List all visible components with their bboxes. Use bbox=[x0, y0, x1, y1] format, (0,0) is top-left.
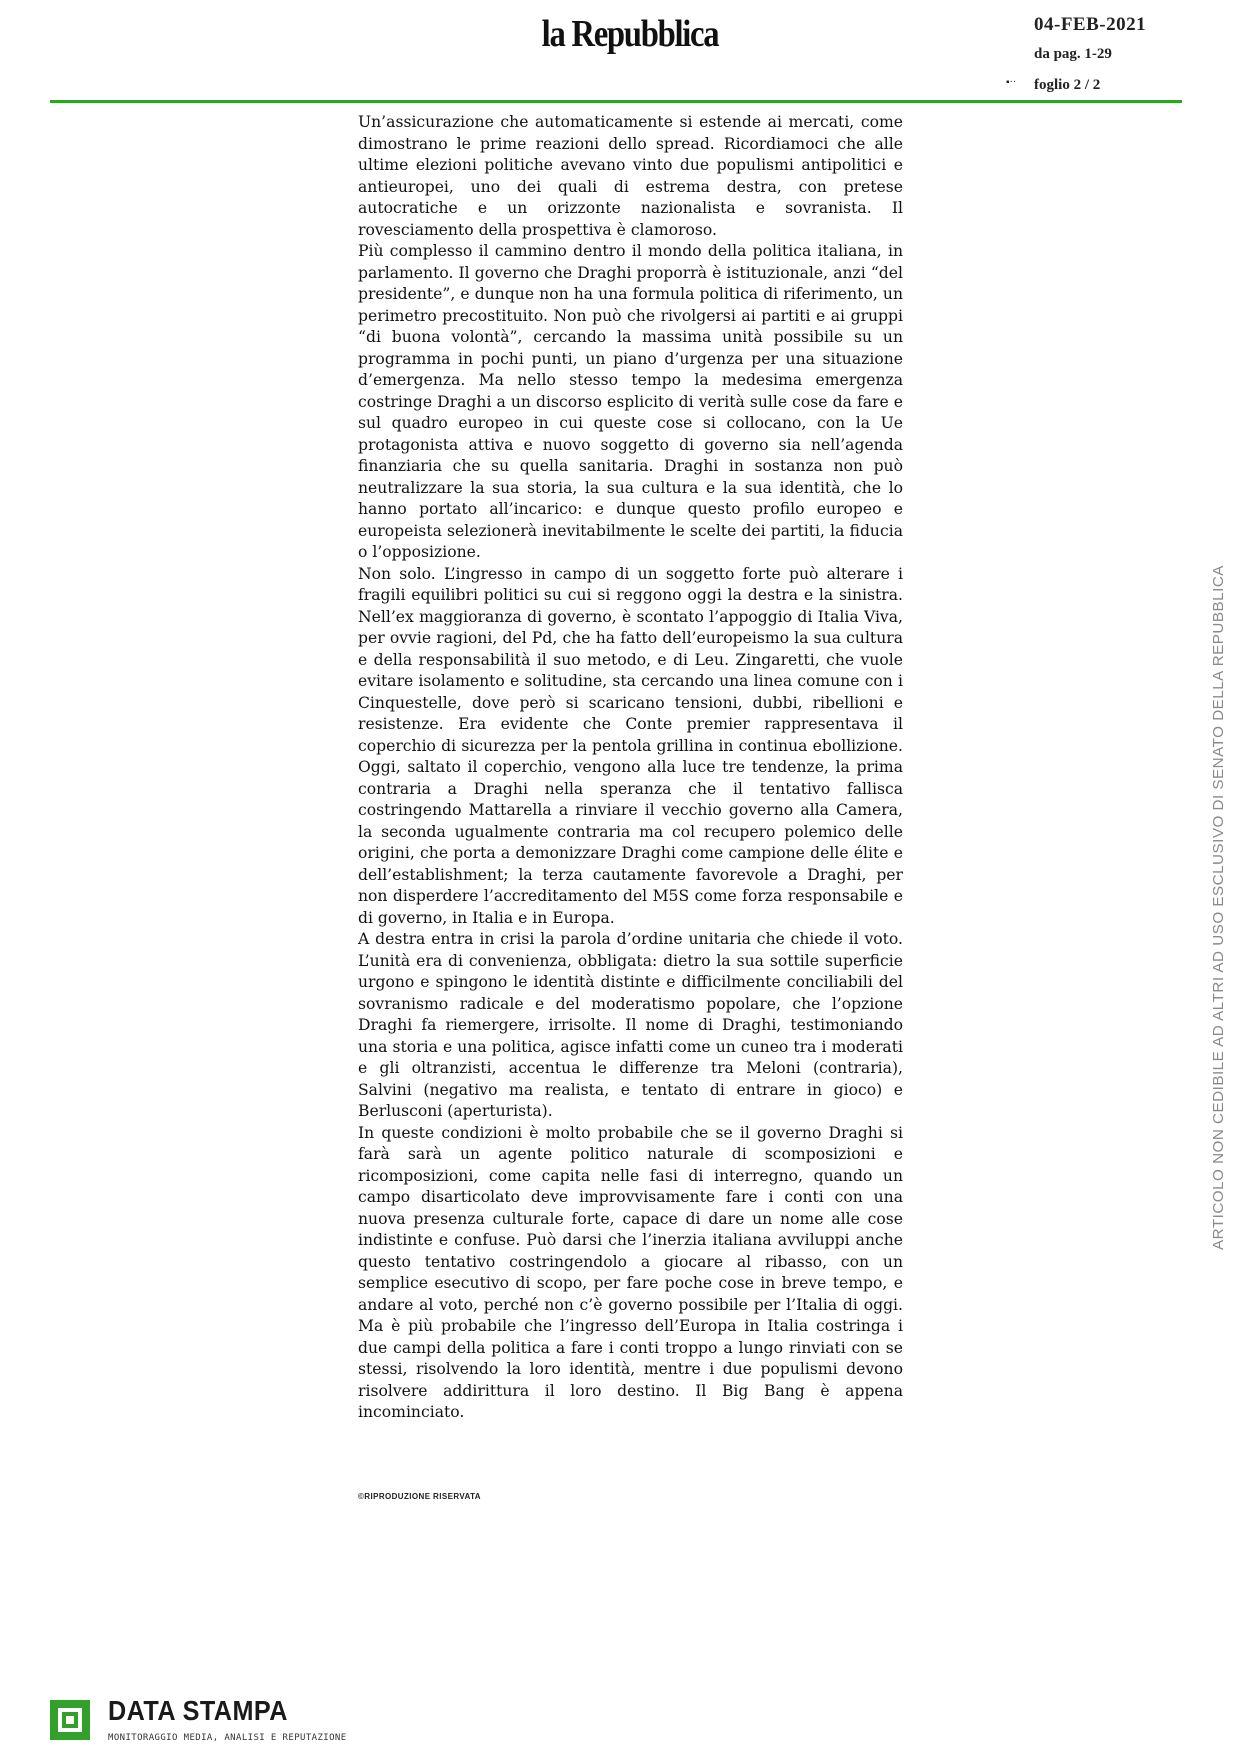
footer-tagline: MONITORAGGIO MEDIA, ANALISI E REPUTAZIONE bbox=[108, 1733, 347, 1743]
usage-restriction-note: ARTICOLO NON CEDIBILE AD ALTRI AD USO ESCLUSIVO DI SENATO DELLA REPUBBLICA bbox=[1210, 565, 1227, 1250]
article-paragraph: A destra entra in crisi la parola d’ordine unitaria che chiede il voto. L’unità era di convenienza, obbligata: dietro la sua sottile superficie urgono e spingono le identità distinte e difficilmente conciliabili del sovranismo radicale e del moderatismo popolare, che l’opzione Draghi fa riemergere, irrisolte. Il nome di Draghi, testimoniando una storia e una politica, agisce infatti come un cuneo tra i moderati e gli oltranzisti, accentua le differenze tra Meloni (contraria), Salvini (negativo ma realista, e tentato di entrare in gioco) e Berlusconi (aperturista). bbox=[358, 930, 903, 1120]
sheet-mark-icon: ▪·· bbox=[1006, 77, 1017, 88]
sheet-label: foglio 2 / 2 bbox=[1034, 77, 1101, 93]
article-body bbox=[358, 112, 903, 1424]
newspaper-masthead: la Repubblica bbox=[541, 13, 719, 55]
article-paragraph: In queste condizioni è molto probabile che se il governo Draghi si farà sarà un agente politico naturale di scomposizioni e ricomposizioni, come capita nelle fasi di interregno, quando un campo disarticolato deve improvvisamente fare i conti con una nuova presenza culturale forte, capace di dare un nome alle cose indistinte e confuse. Può darsi che l’inerzia italiana avviluppi anche questo tentativo costringendolo a giocare al ribasso, con un semplice esecutivo di scopo, per fare poche cose in breve tempo, e andare al voto, perché non c’è governo possibile per l’Italia di oggi. Ma è più probabile che l’ingresso dell’Europa in Italia costringa i due campi della politica a fare i conti troppo a lungo rinviati con se stessi, risolvendo la loro identità, mentre i due populismi devono risolvere addirittura il loro destino. Il Big Bang è appena incominciato. bbox=[358, 1123, 903, 1421]
clipping-meta bbox=[1006, 14, 1234, 94]
copyright-notice: ©RIPRODUZIONE RISERVATA bbox=[358, 1492, 481, 1501]
article-paragraph: Un’assicurazione che automaticamente si estende ai mercati, come dimostrano le prime reazioni dello spread. Ricordiamoci che alle ultime elezioni politiche avevano vinto due populismi antipolitici e antieuropei, uno dei quali di estrema destra, con pretese autocratiche e un orizzonte nazionalista e sovranista. Il rovesciamento della prospettiva è clamoroso. bbox=[358, 113, 903, 239]
page-range: da pag. 1-29 bbox=[1034, 46, 1112, 62]
data-stampa-logo-icon bbox=[50, 1700, 90, 1740]
sheet-number bbox=[1006, 77, 1234, 94]
article-paragraph: Più complesso il cammino dentro il mondo della politica italiana, in parlamento. Il governo che Draghi proporrà è istituzionale, anzi “del presidente”, e dunque non ha una formula politica di riferimento, un perimetro precostituito. Non può che rivolgersi ai partiti e ai gruppi “di buona volontà”, cercando la massima unità possibile su un programma in pochi punti, un piano d’urgenza per una situazione d’emergenza. Ma nello stesso tempo la medesima emergenza costringe Draghi a un discorso esplicito di verità sulle cose da fare e sul quadro europeo in cui queste cose si collocano, con la Ue protagonista attiva e nuovo soggetto di governo sia nell’agenda finanziaria che su quella sanitaria. Draghi in sostanza non può neutralizzare la sua storia, la sua cultura e la sua identità, che lo hanno portato all’incarico: e dunque questo profilo europeo e europeista selezionerà inevitabilmente le scelte dei partiti, la fiducia o l’opposizione. bbox=[358, 242, 903, 561]
header-divider bbox=[50, 100, 1182, 103]
footer-brand: DATA STAMPA bbox=[108, 1695, 288, 1726]
article-paragraph: Non solo. L’ingresso in campo di un soggetto forte può alterare i fragili equilibri politici su cui si reggono oggi la destra e la sinistra. Nell’ex maggioranza di governo, è scontato l’appoggio di Italia Viva, per ovvie ragioni, del Pd, che ha fatto dell’europeismo la sua cultura e della responsabilità il suo metodo, e di Leu. Zingaretti, che vuole evitare isolamento e solitudine, sta cercando una linea comune con i Cinquestelle, dove però si scaricano tensioni, dubbi, ribellioni e resistenze. Era evidente che Conte premier rappresentava il coperchio di sicurezza per la pentola grillina in continua ebollizione. Oggi, saltato il coperchio, vengono alla luce tre tendenze, la prima contraria a Draghi nella speranza che il tentativo fallisca costringendo Mattarella a rinviare il vecchio governo alla Camera, la seconda ugualmente contraria ma col recupero polemico delle origini, che porta a demonizzare Draghi come campione delle élite e dell’establishment; la terza cautamente favorevole a Draghi, per non disperdere l’accreditamento del M5S come forza responsabile e di governo, in Italia e in Europa. bbox=[358, 564, 903, 927]
publication-date: 04-FEB-2021 bbox=[1034, 14, 1147, 35]
